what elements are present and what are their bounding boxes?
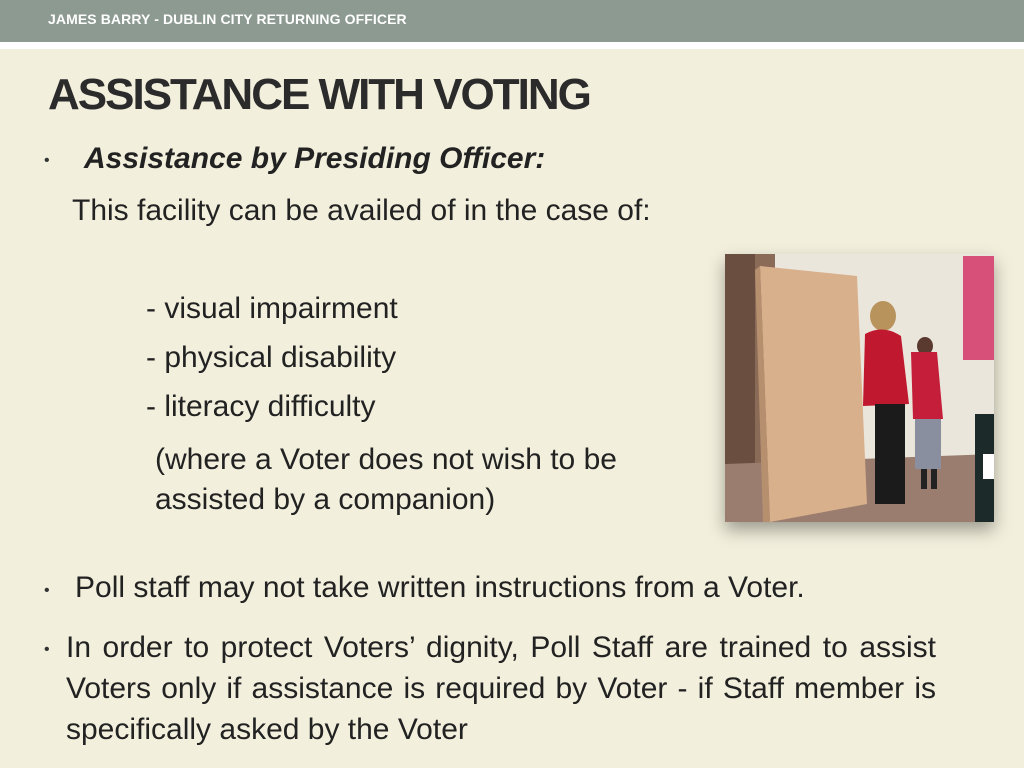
header-text: JAMES BARRY - DUBLIN CITY RETURNING OFFICER bbox=[48, 11, 407, 27]
section-heading: Assistance by Presiding Officer: bbox=[84, 142, 546, 175]
slide-title: ASSISTANCE WITH VOTING bbox=[48, 70, 590, 119]
header-divider bbox=[0, 42, 1024, 49]
section-note: (where a Voter does not wish to be assisted by a companion) bbox=[155, 443, 617, 516]
bullet-dignity-text: In order to protect Voters’ dignity, Poll Staff are trained to assist Voters only if assistance is required by Voter - if Staff member is specifically asked by the Voter bbox=[66, 631, 936, 746]
list-item-literacy: - literacy difficulty bbox=[146, 390, 376, 423]
section-intro: This facility can be availed of in the case of: bbox=[72, 194, 651, 227]
bullet-poll-staff: Poll staff may not take written instructions from a Voter. bbox=[75, 571, 805, 604]
list-item-physical: - physical disability bbox=[146, 341, 397, 374]
bullet-marker-2: • bbox=[44, 582, 50, 599]
list-item-visual: - visual impairment bbox=[146, 292, 398, 325]
voting-booth-photo bbox=[725, 254, 994, 522]
bullet-marker-1: • bbox=[44, 152, 50, 169]
bullet-marker-3: • bbox=[44, 641, 50, 658]
bullet-dignity bbox=[66, 627, 936, 750]
voting-booth-illustration bbox=[725, 254, 994, 522]
